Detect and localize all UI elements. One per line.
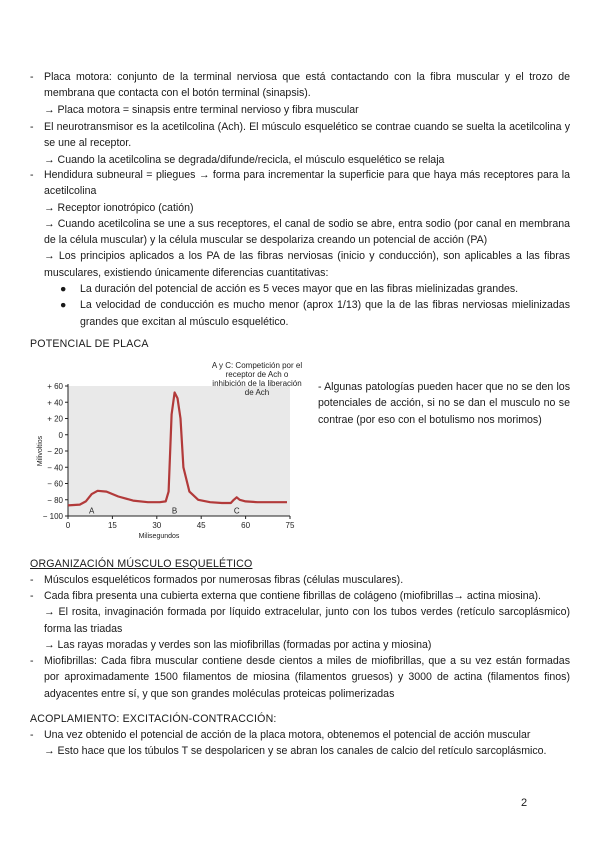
- chart-svg: [30, 356, 310, 552]
- list-item-musculos: [30, 572, 570, 588]
- y-tick-label: − 100: [42, 512, 63, 521]
- x-axis-label: Milisegundos: [138, 533, 180, 540]
- x-tick-label: 15: [107, 521, 117, 530]
- bullet-item: [44, 281, 570, 297]
- y-tick-label: + 20: [47, 414, 63, 424]
- chart-annotation: receptor de Ach o: [225, 370, 289, 379]
- y-tick-label: + 60: [47, 382, 63, 391]
- point-label: B: [171, 506, 178, 516]
- list-item-fibra: [30, 588, 570, 653]
- y-tick-label: + 40: [47, 398, 63, 408]
- dash: -: [30, 655, 34, 667]
- x-tick-label: 45: [196, 521, 206, 530]
- bullet-item: [44, 297, 570, 330]
- arrow-note: → Las rayas moradas y verdes son las miofibrillas (formadas por actina y miosina): [44, 638, 432, 651]
- paragraph: Una vez obtenido el potencial de acción de la placa motora, obtenemos el potencial de acción muscular: [44, 729, 531, 741]
- arrow-note: → Cuando acetilcolina se une a sus receptores, el canal de sodio se abre, entra sodio (por canal en membrana de la célula muscular) y la célula muscular se despolariza creando un potencial de acción (PA): [44, 217, 570, 247]
- aside-note: - Algunas patologías pueden hacer que no se den los potenciales de acción, si no se dan el musculo no se contrae (por eso con el botulismo nos morimos): [318, 381, 570, 426]
- y-tick-label: − 60: [47, 479, 63, 489]
- arrow-note: → Placa motora = sinapsis entre terminal nervioso y fibra muscular: [44, 103, 359, 116]
- paragraph: Placa motora: conjunto de la terminal nerviosa que está contactando con la fibra muscular y el trozo de membrana que contacta con el botón terminal (sinapsis).: [44, 71, 570, 100]
- paragraph: Músculos esqueléticos formados por numerosas fibras (células musculares).: [44, 574, 404, 586]
- list-item-miofibrillas: [30, 653, 570, 702]
- y-tick-label: − 80: [47, 495, 63, 505]
- section-heading-potencial: POTENCIAL DE PLACA: [30, 338, 149, 350]
- dash: -: [30, 71, 34, 83]
- dash: -: [30, 729, 34, 741]
- potencial-chart: [30, 356, 310, 552]
- dash: -: [30, 169, 34, 181]
- y-tick-label: − 40: [47, 463, 63, 473]
- bullet-icon: ●: [60, 299, 67, 312]
- paragraph: El neurotransmisor es la acetilcolina (Ach). El músculo esquelético se contrae cuando se suelta la acetilcolina y se une al receptor.: [44, 121, 570, 150]
- bullet-text: La velocidad de conducción es mucho menor (aprox 1/13) que la de las fibras nerviosas mielinizadas grandes que excitan al músculo esquelético.: [80, 299, 570, 328]
- arrow-note: → Receptor ionotrópico (catión): [44, 201, 194, 214]
- arrow-note: → Los principios aplicados a los PA de las fibras nerviosas (inicio y conducción), son aplicables a las fibras musculares, existiendo únicamente diferencias cuantitativas:: [44, 250, 570, 279]
- x-tick-label: 75: [285, 521, 295, 530]
- list-item-placa-motora: [30, 69, 570, 118]
- point-label: A: [89, 506, 95, 516]
- list-item-hendidura: [30, 167, 570, 330]
- arrow-note: → El rosita, invaginación formada por líquido extracelular, junto con los tubos verdes (retículo sarcoplásmico) forma las triadas: [44, 606, 570, 635]
- chart-annotation: A y C: Competición por el: [211, 361, 303, 370]
- x-tick-label: 0: [65, 521, 71, 530]
- y-tick-label: − 20: [47, 447, 63, 456]
- y-tick-label: 0: [58, 430, 63, 440]
- y-axis-label: Milivoltios: [37, 435, 44, 467]
- paragraph: Miofibrillas: Cada fibra muscular contiene desde cientos a miles de miofibrillas, que a su vez están formadas por aproximadamente 1500 filamentos de miosina (filamentos gruesos) y 3000 de actina (filamentos finos) adyacentes entre sí, y que son grandes moléculas proteicas polimerizadas: [44, 655, 570, 700]
- bullet-icon: ●: [60, 283, 67, 296]
- bullet-text: La duración del potencial de acción es 5 veces mayor que en las fibras mielinizadas grandes.: [80, 283, 519, 296]
- section-heading-acoplamiento: ACOPLAMIENTO: EXCITACIÓN-CONTRACCIÓN:: [30, 713, 277, 725]
- section-heading-organizacion: ORGANIZACIÓN MÚSCULO ESQUELÉTICO: [30, 558, 253, 570]
- chart-annotation: inhibición de la liberación: [212, 379, 302, 388]
- paragraph: Hendidura subneural = pliegues → forma para incrementar la superficie para que haya más receptores para la acetilcolina: [44, 169, 570, 198]
- list-item-acoplamiento: [30, 727, 570, 760]
- paragraph: Cada fibra presenta una cubierta externa que contiene fibrillas de colágeno (miofibrillas→ actina miosina).: [44, 590, 542, 602]
- dash: -: [30, 590, 34, 602]
- chart-annotation: de Ach: [244, 388, 270, 397]
- arrow-note: → Esto hace que los túbulos T se despolaricen y se abran los canales de calcio del retículo sarcoplásmico.: [44, 745, 547, 758]
- point-label: C: [233, 506, 240, 516]
- x-tick-label: 60: [241, 521, 251, 530]
- dash: -: [30, 574, 34, 586]
- dash: -: [30, 121, 34, 133]
- list-item-neurotransmisor: [30, 119, 570, 168]
- x-tick-label: 30: [152, 521, 162, 530]
- arrow-note: → Cuando la acetilcolina se degrada/difunde/recicla, el músculo esquelético se relaja: [44, 153, 445, 166]
- page-number: 2: [521, 797, 528, 809]
